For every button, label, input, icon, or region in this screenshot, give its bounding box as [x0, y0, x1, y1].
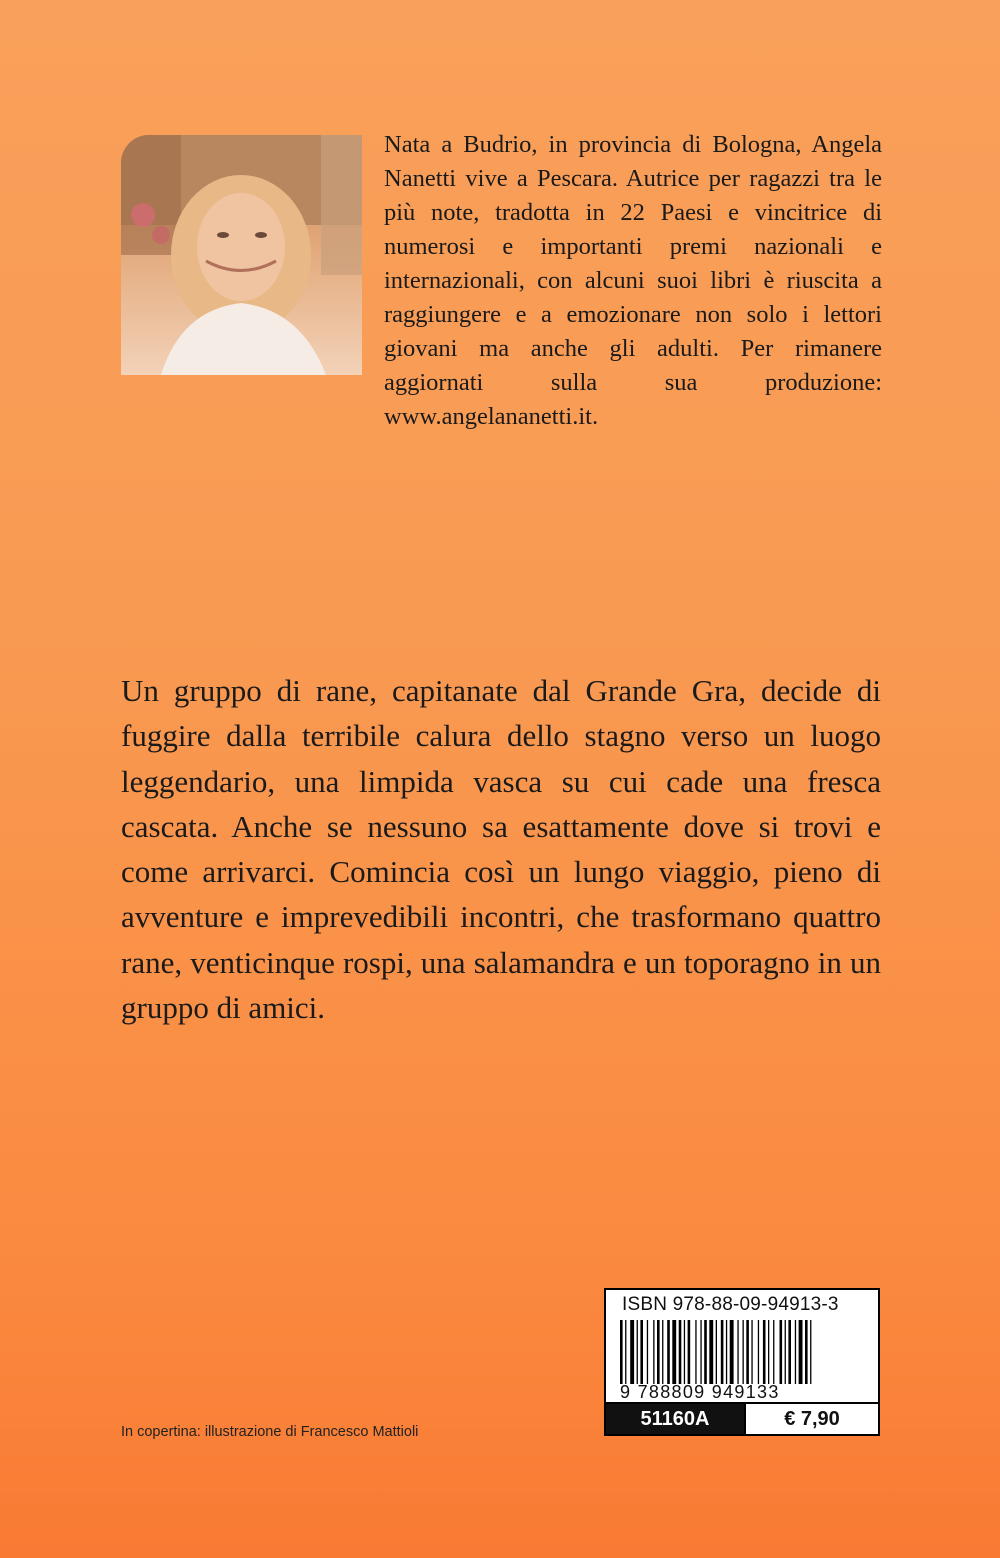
author-portrait-icon [121, 135, 362, 375]
barcode-digits: 9 788809 949133 [620, 1382, 780, 1402]
code-price-row [606, 1402, 878, 1434]
author-bio: Nata a Budrio, in provincia di Bologna, Angela Nanetti vive a Pescara. Autrice per ragazzi tra le più note, tradotta in 22 Paesi e vincitrice di numerosi e importanti premi nazionali e internazionali, con alcuni suoi libri è riuscita a raggiungere e a emozionare non solo i lettori giovani ma anche gli adulti. Per rimanere aggiornati sulla sua produzione: www.angelananetti.it. [384, 131, 882, 430]
isbn-label: ISBN 978-88-09-94913-3 [622, 1294, 839, 1315]
author-photo [121, 135, 362, 375]
barcode-panel [604, 1288, 880, 1436]
product-code: 51160A [606, 1404, 744, 1434]
cover-credit: In copertina: illustrazione di Francesco Mattioli [121, 1424, 419, 1440]
price-label: € 7,90 [744, 1404, 878, 1434]
barcode-icon [620, 1320, 868, 1384]
book-blurb: Un gruppo di rane, capitanate dal Grande Gra, decide di fuggire dalla terribile calura dello stagno verso un luogo leggendario, una limpida vasca su cui cade una fresca cascata. Anche se nessuno sa esattamente dove si trovi e come arrivarci. Comincia così un lungo viaggio, pieno di avventure e imprevedibili incontri, che trasformano quattro rane, venticinque rospi, una salamandra e un toporagno in un gruppo di amici. [121, 673, 881, 1026]
